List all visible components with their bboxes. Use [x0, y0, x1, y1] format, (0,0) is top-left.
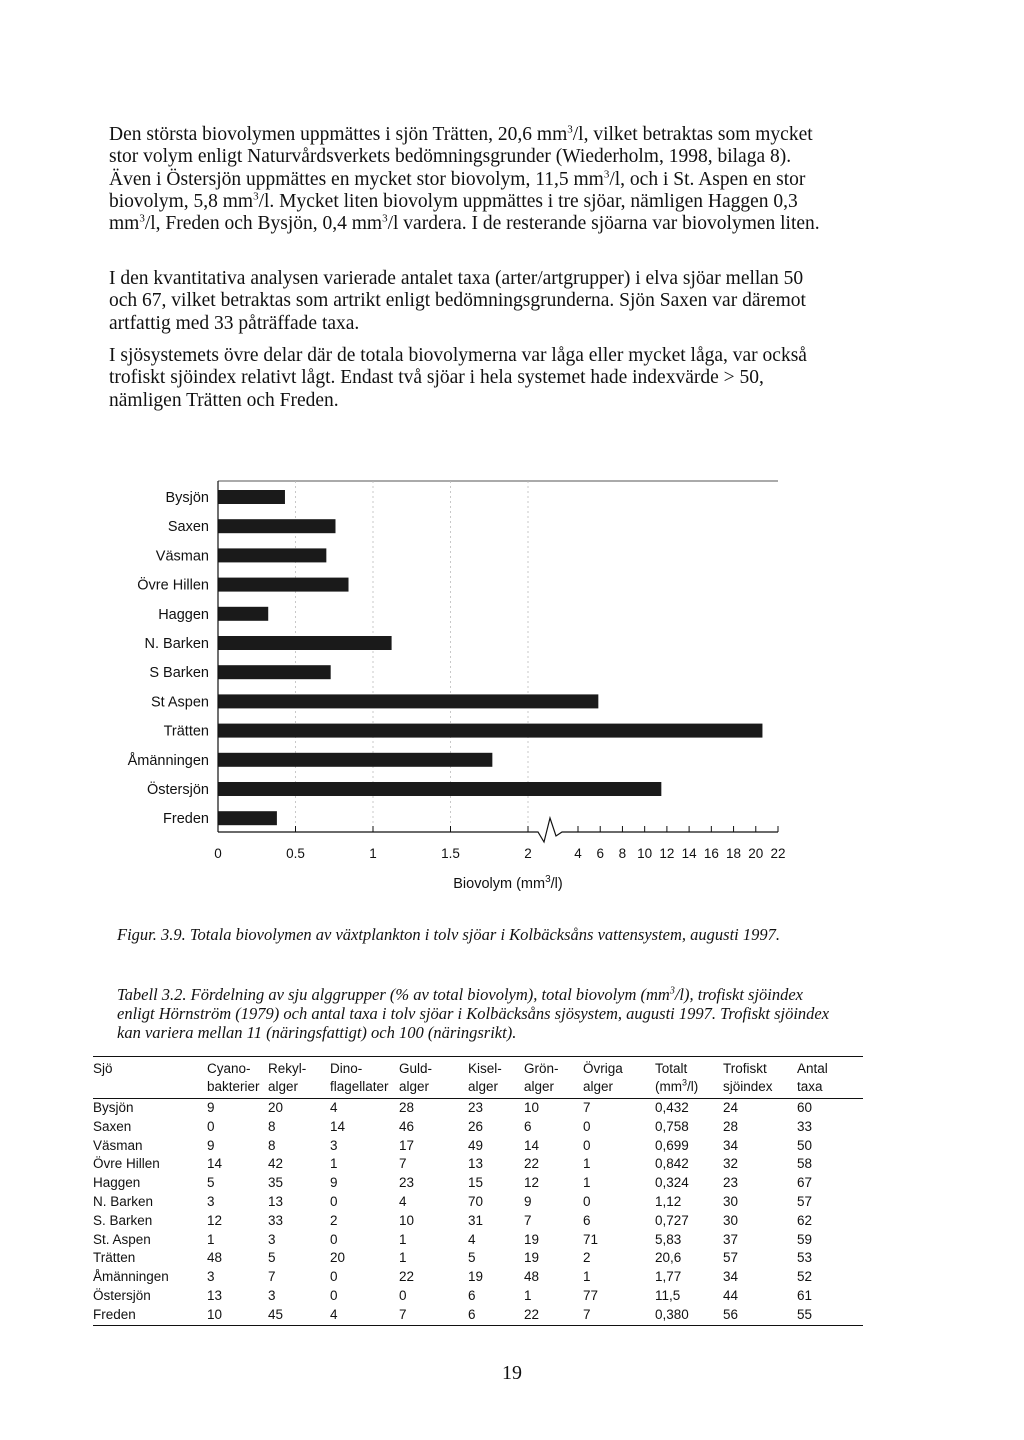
value-cell: 4 [399, 1193, 407, 1209]
page-number: 19 [502, 1362, 522, 1384]
value-cell: 48 [207, 1250, 223, 1266]
value-cell: 3 [268, 1287, 276, 1303]
value-cell: 7 [268, 1269, 276, 1285]
value-cell: 20,6 [655, 1250, 682, 1266]
table-row [93, 1287, 863, 1306]
value-cell: 11,5 [655, 1287, 681, 1303]
value-cell: 13 [207, 1287, 223, 1303]
table-row [93, 1212, 863, 1231]
value-cell: 0,432 [655, 1100, 689, 1115]
value-cell: 5 [268, 1250, 276, 1266]
value-cell: 8 [268, 1118, 276, 1134]
value-cell: 7 [399, 1306, 407, 1322]
header-cell-sub: taxa [797, 1079, 823, 1094]
lake-name-cell: S. Barken [93, 1212, 153, 1228]
value-cell: 3 [330, 1137, 338, 1153]
value-cell: 0 [330, 1193, 338, 1209]
bar-4 [218, 607, 268, 621]
x-tick-label: 4 [574, 846, 582, 861]
header-cell: Trofiskt [723, 1061, 767, 1076]
paragraph-2: I den kvantitativa analysen varierade antalet taxa (arter/artgrupper) i elva sjöar mellan 50 och 67, vilket betraktas som artrikt enligt bedömningsgrunderna. Sjön Saxen var däremot artfattig med 33 påträffade taxa. [109, 268, 806, 334]
header-cell-sub: sjöindex [723, 1079, 773, 1094]
value-cell: 31 [468, 1212, 484, 1228]
x-tick-label: 0.5 [286, 846, 305, 861]
value-cell: 32 [723, 1156, 739, 1172]
bar-5 [218, 636, 392, 650]
value-cell: 1 [399, 1250, 407, 1266]
value-cell: 15 [468, 1175, 484, 1191]
value-cell: 0,699 [655, 1137, 689, 1153]
value-cell: 1 [330, 1156, 338, 1172]
table-row [93, 1231, 863, 1250]
table-row [93, 1118, 863, 1137]
value-cell: 4 [330, 1100, 338, 1115]
value-cell: 28 [723, 1118, 739, 1134]
value-cell: 57 [797, 1193, 813, 1209]
x-axis-label: Biovolym $(mm^3/l)$ [453, 874, 563, 892]
value-cell: 19 [524, 1250, 540, 1266]
value-cell: 17 [399, 1137, 415, 1153]
value-cell: 1 [207, 1231, 215, 1247]
value-cell: 6 [468, 1287, 476, 1303]
header-cell-sub: bakterier [207, 1079, 260, 1094]
value-cell: 1 [583, 1269, 591, 1285]
header-cell: Rekyl- [268, 1061, 307, 1076]
header-cell: Grön- [524, 1061, 559, 1076]
category-label: St Aspen [150, 694, 209, 711]
table-row [93, 1268, 863, 1287]
value-cell: 1,12 [655, 1193, 682, 1209]
header-cell: Dino- [330, 1061, 363, 1076]
value-cell: 6 [583, 1212, 591, 1228]
value-cell: 67 [797, 1175, 813, 1191]
table-header [93, 1057, 863, 1099]
value-cell: 0 [207, 1118, 215, 1134]
value-cell: 71 [583, 1231, 599, 1247]
x-tick-label: 20 [748, 846, 764, 861]
header-cell: Cyano- [207, 1061, 251, 1076]
header-cell: Övriga [583, 1061, 623, 1076]
bar-10 [218, 782, 661, 796]
value-cell: 33 [268, 1212, 284, 1228]
x-tick-label: 2 [524, 846, 532, 861]
value-cell: 13 [268, 1193, 284, 1209]
value-cell: 24 [723, 1100, 739, 1115]
value-cell: 7 [583, 1306, 591, 1322]
value-cell: 56 [723, 1306, 739, 1322]
bar-7 [218, 694, 598, 708]
value-cell: 6 [468, 1306, 476, 1322]
table-body [93, 1099, 863, 1326]
biovolume-bar-chart [0, 470, 1024, 910]
bar-1 [218, 519, 335, 533]
header-cell: Totalt [655, 1061, 688, 1076]
value-cell: 10 [207, 1306, 223, 1322]
value-cell: 0 [330, 1231, 338, 1247]
value-cell: 42 [268, 1156, 284, 1172]
lake-name-cell: Övre Hillen [93, 1156, 160, 1172]
header-cell: Antal [797, 1061, 828, 1076]
x-tick-label: 10 [637, 846, 653, 861]
value-cell: 20 [330, 1250, 346, 1266]
value-cell: 48 [524, 1269, 540, 1285]
value-cell: 0,380 [655, 1306, 689, 1322]
value-cell: 28 [399, 1100, 415, 1115]
value-cell: 70 [468, 1193, 484, 1209]
value-cell: 60 [797, 1100, 813, 1115]
category-label: Åmänningen [127, 752, 209, 769]
header-cell-sub: alger [399, 1079, 430, 1094]
bar-9 [218, 753, 492, 767]
lake-name-cell: Haggen [93, 1175, 141, 1191]
value-cell: 6 [524, 1118, 532, 1134]
value-cell: 30 [723, 1193, 739, 1209]
value-cell: 30 [723, 1212, 739, 1228]
value-cell: 77 [583, 1287, 599, 1303]
value-cell: 9 [207, 1100, 215, 1115]
value-cell: 0 [583, 1137, 591, 1153]
header-cell-sub: $(mm^3/l)$ [655, 1077, 699, 1094]
header-cell-sub: alger [583, 1079, 614, 1094]
header-cell-sub: alger [468, 1079, 499, 1094]
lake-name-cell: Freden [93, 1306, 136, 1322]
header-cell-sub: alger [268, 1079, 299, 1094]
category-label: Saxen [167, 519, 209, 536]
category-label: Övre Hillen [137, 577, 209, 594]
header-cell-sub: flagellater [330, 1079, 389, 1094]
lake-name-cell: Åmänningen [93, 1269, 169, 1285]
value-cell: 5,83 [655, 1231, 682, 1247]
lake-name-cell: Östersjön [93, 1287, 151, 1303]
value-cell: 49 [468, 1137, 484, 1153]
value-cell: 1 [583, 1156, 591, 1172]
value-cell: 34 [723, 1137, 739, 1153]
paragraph-1: Den största biovolymen uppmättes i sjön Trätten, 20,6 $mm^3/l$, vilket betraktas som mycket stor volym enligt Naturvårdsverkets bedömningsgrunder (Wiederholm, 1998, bilaga 8). Även i Östersjön uppmättes en mycket stor biovolym, 11,5 $mm^3/l$, och i St. Aspen en stor biovolym, 5,8 $mm^3/l$. Mycket liten biovolym uppmättes i tre sjöar, nämligen Haggen 0,3 $mm^3/l$, Freden och Bysjön, 0,4 $mm^3/l$ vardera. I de resterande sjöarna var biovolymen liten. [109, 123, 820, 235]
value-cell: 61 [797, 1287, 813, 1303]
value-cell: 0 [583, 1118, 591, 1134]
x-tick-label: 18 [726, 846, 742, 861]
value-cell: 8 [268, 1137, 276, 1153]
value-cell: 52 [797, 1269, 813, 1285]
value-cell: 14 [524, 1137, 540, 1153]
value-cell: 0,758 [655, 1118, 689, 1134]
value-cell: 3 [207, 1269, 215, 1285]
value-cell: 1 [524, 1287, 532, 1303]
value-cell: 2 [583, 1250, 591, 1266]
value-cell: 7 [583, 1100, 591, 1115]
chart-tick-labels [214, 846, 785, 861]
value-cell: 26 [468, 1118, 484, 1134]
value-cell: 0,324 [655, 1175, 689, 1191]
value-cell: 23 [723, 1175, 739, 1191]
lake-name-cell: Bysjön [93, 1100, 134, 1115]
value-cell: 0 [583, 1193, 591, 1209]
value-cell: 59 [797, 1231, 813, 1247]
value-cell: 4 [330, 1306, 338, 1322]
value-cell: 3 [207, 1193, 215, 1209]
lake-name-cell: Saxen [93, 1118, 132, 1134]
value-cell: 3 [268, 1231, 276, 1247]
table-row [93, 1155, 863, 1174]
value-cell: 45 [268, 1306, 284, 1322]
value-cell: 14 [207, 1156, 223, 1172]
category-label: Väsman [155, 548, 209, 565]
category-label: Bysjön [165, 490, 209, 506]
value-cell: 12 [207, 1212, 223, 1228]
value-cell: 5 [468, 1250, 476, 1266]
table-row [93, 1193, 863, 1212]
value-cell: 19 [524, 1231, 540, 1247]
value-cell: 12 [524, 1175, 540, 1191]
value-cell: 53 [797, 1250, 813, 1266]
header-cell: Kisel- [468, 1061, 502, 1076]
value-cell: 0 [330, 1287, 338, 1303]
value-cell: 22 [524, 1306, 540, 1322]
lake-name-cell: N. Barken [93, 1193, 154, 1209]
header-cell: Sjö [93, 1061, 113, 1076]
x-tick-label: 14 [681, 846, 697, 861]
alggroup-table [93, 1056, 863, 1326]
x-tick-label: 1.5 [441, 846, 460, 861]
x-tick-label: 1 [369, 846, 377, 861]
value-cell: 0 [399, 1287, 407, 1303]
bar-0 [218, 490, 285, 504]
x-tick-label: 0 [214, 846, 222, 861]
value-cell: 55 [797, 1306, 813, 1322]
value-cell: 46 [399, 1118, 415, 1134]
value-cell: 5 [207, 1175, 215, 1191]
value-cell: 0,727 [655, 1212, 689, 1228]
value-cell: 2 [330, 1212, 338, 1228]
table-row [93, 1137, 863, 1156]
bar-2 [218, 548, 326, 562]
value-cell: 50 [797, 1137, 813, 1153]
value-cell: 37 [723, 1231, 739, 1247]
bar-6 [218, 665, 331, 679]
value-cell: 9 [330, 1175, 338, 1191]
value-cell: 23 [399, 1175, 415, 1191]
paragraph-3: I sjösystemets övre delar där de totala biovolymerna var låga eller mycket låga, var också trofiskt sjöindex relativt lågt. Endast två sjöar i hela systemet hade indexvärde > 50, nämligen Trätten och Freden. [109, 345, 807, 411]
table-row [93, 1306, 863, 1325]
value-cell: 13 [468, 1156, 484, 1172]
x-tick-label: 6 [596, 846, 604, 861]
bar-8 [218, 724, 762, 738]
chart-grid [218, 481, 778, 832]
value-cell: 4 [468, 1231, 476, 1247]
table-row [93, 1174, 863, 1193]
bar-11 [218, 811, 277, 825]
value-cell: 20 [268, 1100, 284, 1115]
value-cell: 10 [524, 1100, 540, 1115]
value-cell: 34 [723, 1269, 739, 1285]
header-cell-sub: alger [524, 1079, 555, 1094]
axis-break [528, 818, 578, 842]
value-cell: 9 [207, 1137, 215, 1153]
category-label: Östersjön [146, 782, 209, 798]
x-tick-label: 16 [703, 846, 719, 861]
category-label: S Barken [149, 665, 209, 682]
lake-name-cell: St. Aspen [93, 1231, 151, 1247]
x-tick-label: 8 [618, 846, 627, 861]
value-cell: 22 [524, 1156, 540, 1172]
value-cell: 44 [723, 1287, 739, 1303]
value-cell: 1,77 [655, 1269, 682, 1285]
bar-3 [218, 578, 349, 592]
figure-caption: Figur. 3.9. Totala biovolymen av växtplankton i tolv sjöar i Kolbäcksåns vattensystem, augusti 1997. [117, 925, 780, 944]
value-cell: 14 [330, 1118, 346, 1134]
value-cell: 9 [524, 1193, 532, 1209]
value-cell: 10 [399, 1212, 415, 1228]
value-cell: 33 [797, 1118, 813, 1134]
category-label: N. Barken [144, 636, 209, 652]
chart-bars [218, 490, 762, 825]
lake-name-cell: Väsman [93, 1137, 143, 1153]
header-cell: Guld- [399, 1061, 433, 1076]
header-cell-sub [93, 1078, 207, 1099]
lake-name-cell: Trätten [93, 1250, 136, 1266]
table-caption: Tabell 3.2. Fördelning av sju alggrupper (% av total biovolym), total biovolym $(mm^3/l)$, trofiskt sjöindex enligt Hörnström (1979) och antal taxa i tolv sjöar i Kolbäcksåns sjösystem, augusti 1997. Trofiskt sjöindex kan variera mellan 11 (näringsfattigt) och 100 (näringsrikt). [117, 985, 830, 1042]
category-label: Trätten [163, 723, 209, 740]
value-cell: 58 [797, 1156, 813, 1172]
value-cell: 7 [524, 1212, 532, 1228]
table-row [93, 1249, 863, 1268]
value-cell: 19 [468, 1269, 484, 1285]
value-cell: 35 [268, 1175, 284, 1191]
value-cell: 1 [583, 1175, 591, 1191]
x-tick-label: 12 [659, 846, 675, 861]
table-row [93, 1099, 863, 1118]
value-cell: 0 [330, 1269, 338, 1285]
value-cell: 62 [797, 1212, 813, 1228]
value-cell: 23 [468, 1100, 484, 1115]
value-cell: 7 [399, 1156, 407, 1172]
value-cell: 0,842 [655, 1156, 689, 1172]
category-label: Haggen [158, 606, 209, 623]
value-cell: 1 [399, 1231, 407, 1247]
chart-category-labels [128, 490, 209, 827]
value-cell: 57 [723, 1250, 739, 1266]
value-cell: 22 [399, 1269, 415, 1285]
category-label: Freden [163, 811, 209, 828]
x-tick-label: 22 [770, 846, 786, 861]
